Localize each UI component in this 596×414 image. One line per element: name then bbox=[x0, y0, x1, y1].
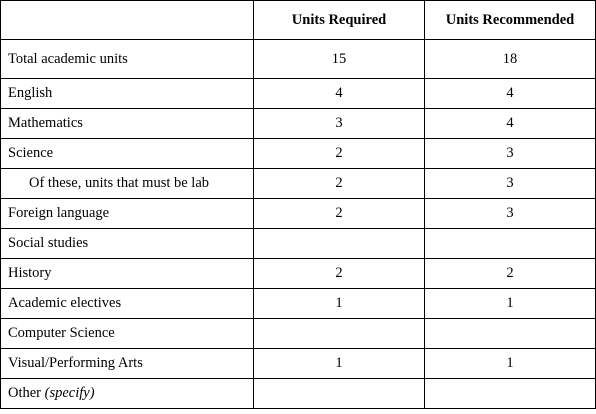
units-recommended-cell bbox=[425, 379, 596, 409]
units-required-cell bbox=[254, 319, 425, 349]
header-empty-cell bbox=[1, 1, 254, 40]
units-required-cell: 1 bbox=[254, 349, 425, 379]
units-required-cell: 2 bbox=[254, 259, 425, 289]
table-row bbox=[1, 199, 596, 229]
units-required-cell bbox=[254, 379, 425, 409]
table-row bbox=[1, 289, 596, 319]
table-row bbox=[1, 319, 596, 349]
row-label: Social studies bbox=[1, 229, 254, 259]
units-recommended-cell: 3 bbox=[425, 169, 596, 199]
units-recommended-cell: 3 bbox=[425, 199, 596, 229]
table-row bbox=[1, 349, 596, 379]
units-recommended-cell bbox=[425, 229, 596, 259]
table-row bbox=[1, 79, 596, 109]
units-recommended-cell: 2 bbox=[425, 259, 596, 289]
units-recommended-cell bbox=[425, 319, 596, 349]
table-row bbox=[1, 139, 596, 169]
row-label: History bbox=[1, 259, 254, 289]
row-label: Mathematics bbox=[1, 109, 254, 139]
units-required-cell bbox=[254, 229, 425, 259]
units-recommended-cell: 3 bbox=[425, 139, 596, 169]
row-label: Total academic units bbox=[1, 40, 254, 79]
row-label: English bbox=[1, 79, 254, 109]
table-row bbox=[1, 109, 596, 139]
units-required-cell: 1 bbox=[254, 289, 425, 319]
units-required-cell: 15 bbox=[254, 40, 425, 79]
units-required-cell: 2 bbox=[254, 139, 425, 169]
units-recommended-cell: 1 bbox=[425, 289, 596, 319]
table-row bbox=[1, 379, 596, 409]
table-row bbox=[1, 229, 596, 259]
units-recommended-cell: 4 bbox=[425, 109, 596, 139]
units-required-cell: 4 bbox=[254, 79, 425, 109]
row-label: Of these, units that must be lab bbox=[1, 169, 254, 199]
units-required-cell: 2 bbox=[254, 169, 425, 199]
row-label: Science bbox=[1, 139, 254, 169]
header-units-required: Units Required bbox=[254, 1, 425, 40]
units-recommended-cell: 1 bbox=[425, 349, 596, 379]
row-label-text: Other bbox=[8, 385, 45, 401]
table-row bbox=[1, 40, 596, 79]
row-label: Academic electives bbox=[1, 289, 254, 319]
table-header-row bbox=[1, 1, 596, 40]
row-label: Foreign language bbox=[1, 199, 254, 229]
table-row bbox=[1, 169, 596, 199]
units-required-cell: 3 bbox=[254, 109, 425, 139]
row-label: Computer Science bbox=[1, 319, 254, 349]
units-recommended-cell: 4 bbox=[425, 79, 596, 109]
row-label bbox=[1, 379, 254, 409]
row-label-note: (specify) bbox=[44, 385, 95, 401]
units-required-cell: 2 bbox=[254, 199, 425, 229]
row-label: Visual/Performing Arts bbox=[1, 349, 254, 379]
units-recommended-cell: 18 bbox=[425, 40, 596, 79]
header-units-recommended: Units Recommended bbox=[425, 1, 596, 40]
table-row bbox=[1, 259, 596, 289]
